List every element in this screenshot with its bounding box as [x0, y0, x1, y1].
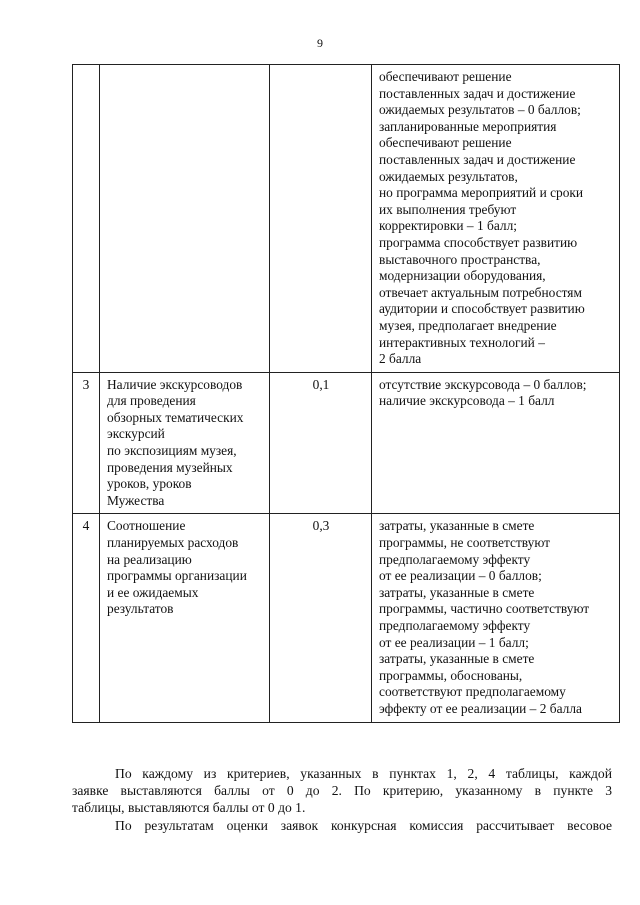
criterion-number — [73, 65, 100, 373]
criterion-scoring-line: эффекту от ее реализации – 2 балла — [379, 700, 582, 716]
criterion-scoring-line: предполагаемому эффекту — [379, 618, 531, 633]
criterion-scoring-line: затраты, указанные в смете — [379, 584, 535, 600]
criterion-scoring-line: выставочного пространства, — [379, 251, 541, 267]
criterion-name-line: Мужества — [107, 492, 165, 508]
criterion-name-line: на реализацию — [107, 551, 192, 567]
criterion-scoring-line: обеспечивают решение — [379, 69, 512, 84]
criterion-scoring-line: запланированные мероприятия — [379, 118, 557, 134]
criterion-scoring-line: соответствуют предполагаемому — [379, 684, 566, 700]
paragraph-line: По каждому из критериев, указанных в пунктах 1, 2, 4 таблицы, каждой — [115, 766, 612, 781]
criterion-scoring-line: музея, предполагает внедрение — [379, 317, 557, 333]
paragraph-scoring-rules — [72, 765, 612, 816]
criterion-weight — [270, 65, 372, 373]
criterion-name-line: обзорных тематических — [107, 409, 244, 425]
paragraph-weighted-score — [72, 817, 612, 834]
paragraph-line: По результатам оценки заявок конкурсная комиссия рассчитывает весовое — [115, 818, 612, 833]
criterion-scoring — [372, 65, 620, 373]
criterion-scoring-line: отвечает актуальным потребностям — [379, 284, 582, 300]
criterion-name-line: программы организации — [107, 568, 247, 584]
criterion-name-line: результатов — [107, 601, 174, 617]
criterion-scoring-line: аудитории и способствует развитию — [379, 301, 585, 317]
criterion-number: 4 — [73, 514, 100, 722]
criterion-name — [100, 514, 270, 722]
paragraph-line: заявке выставляются баллы от 0 до 2. По критерию, указанному в пункте 3 — [72, 783, 612, 798]
criterion-scoring — [372, 372, 620, 514]
paragraph-line: таблицы, выставляются баллы от 0 до 1. — [72, 800, 306, 815]
criterion-name-line: для проведения — [107, 393, 196, 409]
criteria-row — [73, 372, 620, 514]
criterion-name — [100, 65, 270, 373]
criterion-scoring-line: поставленных задач и достижение — [379, 151, 576, 167]
criterion-scoring-line: корректировки – 1 балл; — [379, 218, 517, 234]
criterion-name-line: Соотношение — [107, 518, 186, 534]
criterion-scoring-line: 2 балла — [379, 351, 422, 367]
criterion-number: 3 — [73, 372, 100, 514]
criterion-name-line: уроков, уроков — [107, 476, 192, 492]
criterion-scoring-line: программы, обоснованы, — [379, 667, 523, 683]
criterion-scoring-line: от ее реализации – 1 балл; — [379, 634, 529, 650]
criterion-scoring-line: их выполнения требуют — [379, 201, 517, 217]
criteria-row — [73, 65, 620, 373]
criterion-scoring-line: затраты, указанные в смете — [379, 651, 535, 667]
criterion-scoring-line: обеспечивают решение — [379, 135, 512, 151]
criterion-scoring-line: поставленных задач и достижение — [379, 85, 576, 101]
criteria-row — [73, 514, 620, 722]
criterion-name-line: проведения музейных — [107, 459, 233, 475]
criterion-name-line: и ее ожидаемых — [107, 584, 199, 600]
criterion-name-line: Наличие экскурсоводов — [107, 376, 243, 392]
criterion-scoring-line: от ее реализации – 0 баллов; — [379, 568, 542, 584]
criterion-name — [100, 372, 270, 514]
criterion-scoring-line: наличие экскурсовода – 1 балл — [379, 393, 555, 409]
criterion-scoring-line: отсутствие экскурсовода – 0 баллов; — [379, 376, 587, 392]
criterion-scoring-line: программы, не соответствуют — [379, 535, 551, 551]
criterion-scoring-line: ожидаемых результатов, — [379, 168, 518, 184]
criterion-scoring-line: ожидаемых результатов – 0 баллов; — [379, 102, 581, 118]
criterion-name-line: планируемых расходов — [107, 535, 239, 551]
criteria-table-body — [73, 65, 620, 723]
criterion-weight: 0,3 — [270, 514, 372, 722]
criterion-scoring-line: модернизации оборудования, — [379, 268, 546, 284]
page-number: 9 — [317, 36, 323, 50]
criterion-scoring-line: затраты, указанные в смете — [379, 518, 535, 534]
criterion-scoring-line: интерактивных технологий – — [379, 334, 545, 350]
criterion-scoring-line: программа способствует развитию — [379, 234, 578, 250]
criterion-weight: 0,1 — [270, 372, 372, 514]
criterion-name-line: по экспозициям музея, — [107, 443, 237, 459]
criterion-scoring-line: предполагаемому эффекту — [379, 551, 531, 567]
criterion-scoring-line: но программа мероприятий и сроки — [379, 185, 584, 201]
criteria-table — [72, 64, 620, 723]
criterion-scoring — [372, 514, 620, 722]
criterion-name-line: экскурсий — [107, 426, 165, 442]
criterion-scoring-line: программы, частично соответствуют — [379, 601, 590, 617]
